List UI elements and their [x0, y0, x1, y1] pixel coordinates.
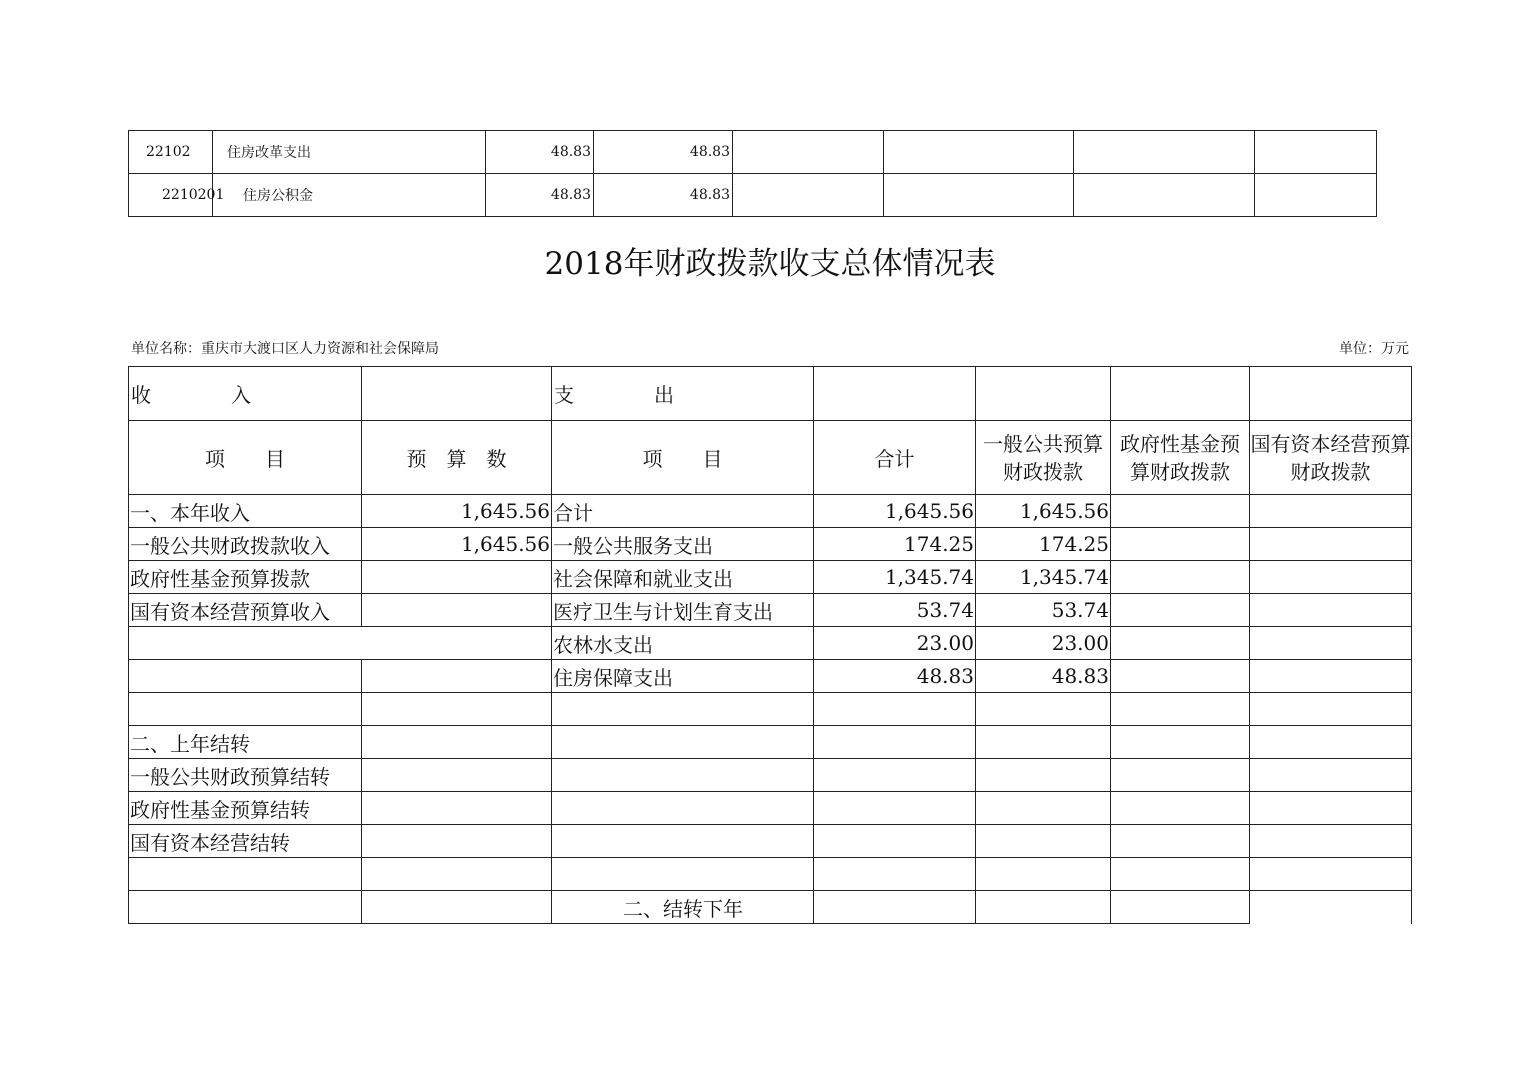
general-budget-cell: 23.00	[976, 627, 1111, 660]
state-capital-cell	[1250, 891, 1412, 924]
income-item-cell	[129, 858, 362, 891]
expense-item-cell: 合计	[552, 495, 814, 528]
state-capital-cell	[1250, 561, 1412, 594]
income-item-cell: 一般公共财政拨款收入	[129, 528, 362, 561]
table-row	[129, 858, 1412, 891]
fund-budget-cell	[1111, 660, 1250, 693]
expense-item-header: 项 目	[552, 421, 814, 495]
table-row	[129, 495, 1412, 528]
total-cell	[814, 891, 976, 924]
general-budget-cell: 1,345.74	[976, 561, 1111, 594]
income-budget-cell	[362, 660, 552, 693]
fund-budget-cell	[1111, 792, 1250, 825]
general-budget-cell	[976, 759, 1111, 792]
subject-name: 住房公积金	[213, 174, 486, 217]
total-cell	[814, 825, 976, 858]
amount-cell: 48.83	[486, 131, 594, 174]
empty-cell	[733, 131, 884, 174]
state-capital-cell	[1250, 594, 1412, 627]
table-row	[129, 174, 1377, 217]
subject-name: 住房改革支出	[213, 131, 486, 174]
expense-item-cell	[552, 726, 814, 759]
total-cell	[814, 693, 976, 726]
general-budget-cell	[976, 858, 1111, 891]
state-capital-cell	[1250, 693, 1412, 726]
empty-cell	[814, 367, 976, 421]
expense-item-cell: 一般公共服务支出	[552, 528, 814, 561]
total-cell	[814, 759, 976, 792]
income-item-cell	[129, 660, 362, 693]
total-cell: 1,645.56	[814, 495, 976, 528]
fund-budget-cell	[1111, 528, 1250, 561]
expense-item-cell: 医疗卫生与计划生育支出	[552, 594, 814, 627]
section-header-row	[129, 367, 1412, 421]
general-budget-cell	[976, 792, 1111, 825]
total-header: 合计	[814, 421, 976, 495]
income-budget-cell	[362, 561, 552, 594]
general-budget-cell	[976, 693, 1111, 726]
empty-cell	[362, 367, 552, 421]
income-item-cell: 政府性基金预算拨款	[129, 561, 362, 594]
income-budget-cell	[362, 858, 552, 891]
column-header-row	[129, 421, 1412, 495]
general-budget-cell	[976, 726, 1111, 759]
income-budget-cell	[362, 594, 552, 627]
fund-budget-cell	[1111, 594, 1250, 627]
total-cell: 1,345.74	[814, 561, 976, 594]
total-cell	[814, 726, 976, 759]
fund-budget-header: 政府性基金预算财政拨款	[1111, 421, 1250, 495]
amount-cell: 48.83	[594, 131, 733, 174]
fund-budget-cell	[1111, 825, 1250, 858]
income-budget-cell	[362, 759, 552, 792]
subject-code: 2210201	[129, 174, 213, 217]
income-budget-cell	[362, 891, 552, 924]
fund-budget-cell	[1111, 726, 1250, 759]
table-row	[129, 594, 1412, 627]
empty-cell	[884, 174, 1074, 217]
income-budget-cell: 1,645.56	[362, 495, 552, 528]
expense-item-cell	[552, 858, 814, 891]
general-budget-cell: 48.83	[976, 660, 1111, 693]
empty-cell	[1074, 131, 1255, 174]
income-budget-cell	[362, 726, 552, 759]
income-item-cell: 一般公共财政预算结转	[129, 759, 362, 792]
currency-unit-label: 单位：万元	[1339, 341, 1409, 357]
total-cell: 23.00	[814, 627, 976, 660]
state-capital-cell	[1250, 528, 1412, 561]
expense-item-cell: 农林水支出	[552, 627, 814, 660]
state-capital-cell	[1250, 726, 1412, 759]
fund-budget-cell	[1111, 627, 1250, 660]
state-capital-cell	[1250, 495, 1412, 528]
expense-item-cell: 住房保障支出	[552, 660, 814, 693]
income-budget-cell: 1,645.56	[362, 528, 552, 561]
fund-budget-cell	[1111, 495, 1250, 528]
table-row	[129, 726, 1412, 759]
income-item-cell	[129, 627, 552, 660]
total-cell	[814, 858, 976, 891]
expense-item-cell	[552, 693, 814, 726]
general-budget-cell: 53.74	[976, 594, 1111, 627]
state-capital-cell	[1250, 627, 1412, 660]
empty-cell	[1074, 174, 1255, 217]
amount-cell: 48.83	[594, 174, 733, 217]
fund-budget-cell	[1111, 759, 1250, 792]
total-cell: 174.25	[814, 528, 976, 561]
expense-item-cell: 社会保障和就业支出	[552, 561, 814, 594]
table-row	[129, 528, 1412, 561]
income-item-cell: 国有资本经营结转	[129, 825, 362, 858]
income-section-label: 收 入	[129, 367, 362, 421]
income-item-cell	[129, 891, 362, 924]
table-row	[129, 825, 1412, 858]
expense-item-cell	[552, 825, 814, 858]
state-capital-cell	[1250, 792, 1412, 825]
income-item-cell: 国有资本经营预算收入	[129, 594, 362, 627]
table-row	[129, 561, 1412, 594]
income-item-cell: 一、本年收入	[129, 495, 362, 528]
empty-cell	[976, 367, 1111, 421]
income-item-cell	[129, 693, 362, 726]
table-row	[129, 693, 1412, 726]
income-item-header: 项 目	[129, 421, 362, 495]
general-budget-cell: 174.25	[976, 528, 1111, 561]
expense-item-cell	[552, 759, 814, 792]
table-row	[129, 660, 1412, 693]
table-row	[129, 627, 1412, 660]
table-row	[129, 792, 1412, 825]
expense-section-label: 支 出	[552, 367, 814, 421]
general-budget-cell	[976, 825, 1111, 858]
fund-budget-cell	[1111, 891, 1250, 924]
fund-budget-cell	[1111, 858, 1250, 891]
general-budget-cell	[976, 891, 1111, 924]
state-capital-cell	[1250, 759, 1412, 792]
income-budget-cell	[362, 792, 552, 825]
state-capital-cell	[1250, 660, 1412, 693]
state-capital-cell	[1250, 825, 1412, 858]
general-budget-header: 一般公共预算财政拨款	[976, 421, 1111, 495]
income-item-cell: 政府性基金预算结转	[129, 792, 362, 825]
total-cell: 53.74	[814, 594, 976, 627]
budget-summary-table	[128, 366, 1412, 924]
empty-cell	[1255, 131, 1377, 174]
total-cell: 48.83	[814, 660, 976, 693]
table-row	[129, 759, 1412, 792]
expense-item-cell	[552, 792, 814, 825]
income-budget-header: 预 算 数	[362, 421, 552, 495]
expense-item-cell: 二、结转下年	[552, 891, 814, 924]
unit-name-label: 单位名称：重庆市大渡口区人力资源和社会保障局	[131, 341, 439, 357]
state-capital-header: 国有资本经营预算财政拨款	[1250, 421, 1412, 495]
general-budget-cell: 1,645.56	[976, 495, 1111, 528]
empty-cell	[1250, 367, 1412, 421]
fund-budget-cell	[1111, 561, 1250, 594]
income-budget-cell	[362, 825, 552, 858]
empty-cell	[733, 174, 884, 217]
amount-cell: 48.83	[486, 174, 594, 217]
continuation-table	[128, 130, 1377, 217]
table-row	[129, 131, 1377, 174]
income-budget-cell	[362, 693, 552, 726]
empty-cell	[1111, 367, 1250, 421]
subject-code: 22102	[129, 131, 213, 174]
total-cell	[814, 792, 976, 825]
page-title: 2018年财政拨款收支总体情况表	[544, 246, 996, 282]
empty-cell	[1255, 174, 1377, 217]
empty-cell	[884, 131, 1074, 174]
income-item-cell: 二、上年结转	[129, 726, 362, 759]
fund-budget-cell	[1111, 693, 1250, 726]
state-capital-cell	[1250, 858, 1412, 891]
table-row	[129, 891, 1412, 924]
